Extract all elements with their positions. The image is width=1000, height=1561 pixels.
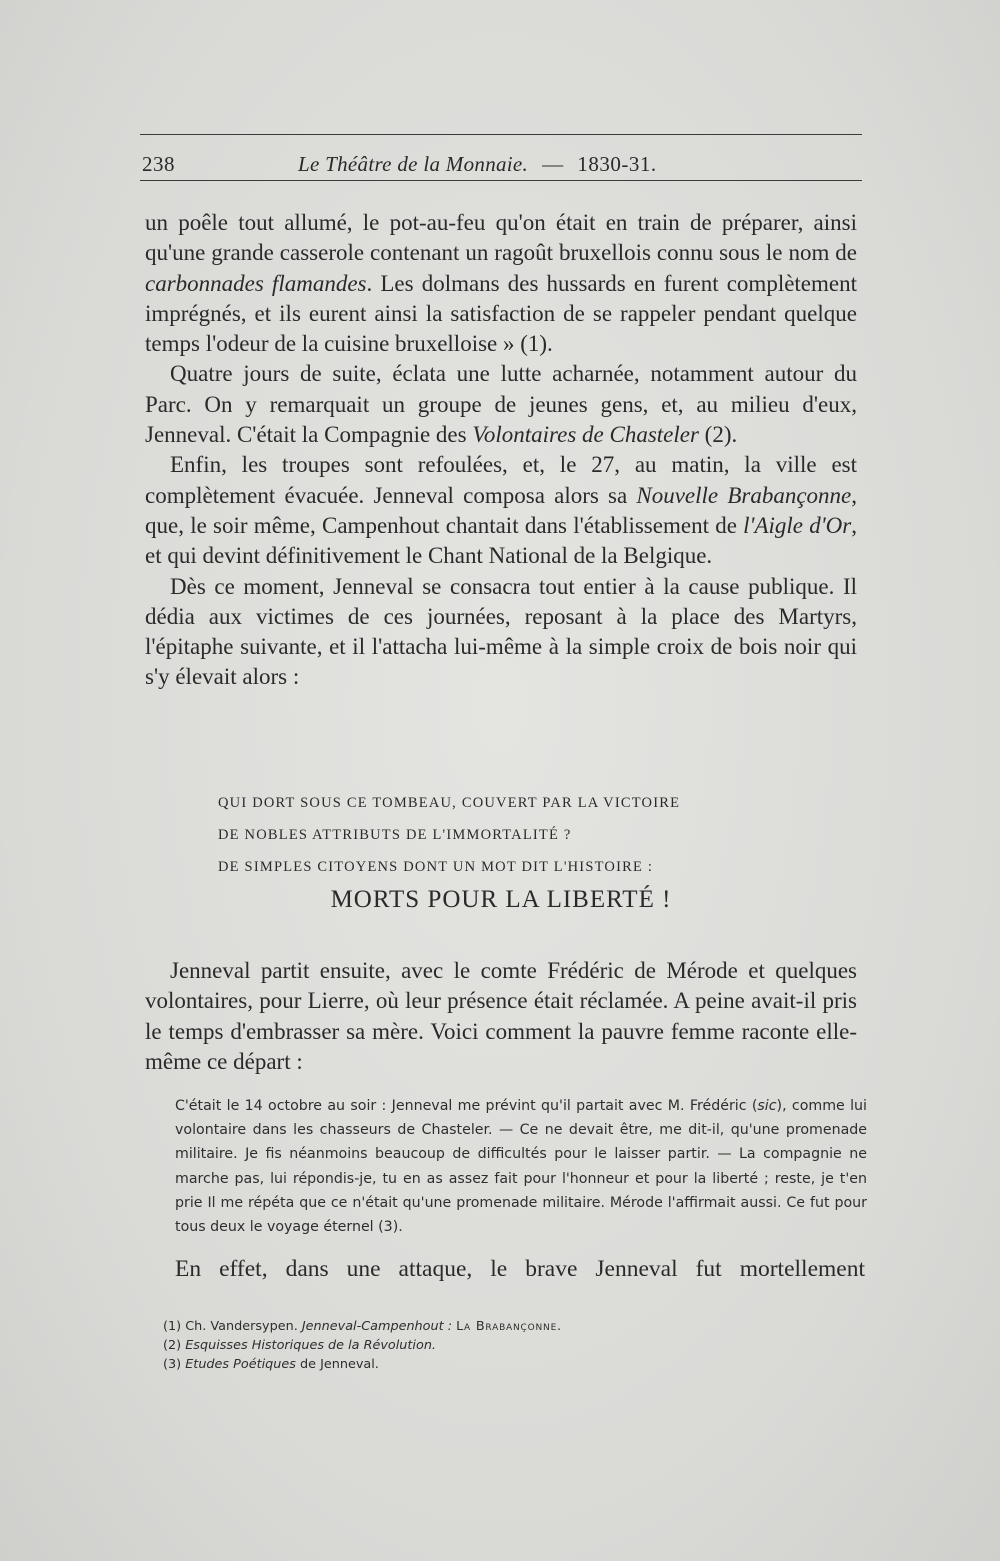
epitaph-verse — [218, 787, 838, 883]
header-dash: — — [542, 152, 564, 176]
running-title — [298, 152, 657, 177]
page-number: 238 — [142, 152, 175, 176]
footnote-1: (1) Ch. Vandersypen. Jenneval-Campenhout : La Brabançonne. — [163, 1319, 562, 1334]
header-years: 1830-31. — [577, 152, 657, 176]
paragraph-1: un poêle tout allumé, le pot-au-feu qu'on était en train de préparer, ainsi qu'une grande casserole contenant un ragoût bruxellois connu sous le nom de carbonnades flamandes. Les dolmans des hussards en furent complètement imprégnés, et ils eurent ainsi la satisfaction de se rappeler pendant quelque temps l'odeur de la cuisine bruxelloise » (1). — [145, 210, 858, 357]
paragraph-5: Jenneval partit ensuite, avec le comte Frédéric de Mérode et quelques volontaires, pour Lierre, où leur présence était réclamée. A peine avait-il pris le temps d'embrasser sa mère. Voici comment la pauvre femme raconte elle-même ce départ : — [145, 958, 857, 1074]
paragraph-4: Dès ce moment, Jenneval se consacra tout entier à la cause publique. Il dédia aux victimes de ces journées, reposant à la place des Martyrs, l'épitaphe suivante, et il l'attacha lui-même à la simple croix de bois noir qui s'y élevait alors : — [145, 573, 857, 690]
epitaph-line-2: DE NOBLES ATTRIBUTS DE L'IMMORTALITÉ ? — [218, 827, 572, 843]
header-rule-bottom — [140, 180, 862, 181]
footnote-2: (2) Esquisses Historiques de la Révolution. — [163, 1338, 436, 1353]
book-title: Le Théâtre de la Monnaie. — [298, 152, 529, 176]
header-rule-top — [140, 134, 862, 135]
paragraph-3: Enfin, les troupes sont refoulées, et, le 27, au matin, la ville est complètement évacuée. Jenneval composa alors sa Nouvelle Brabançonne, que, le soir même, Campenhout chantait dans l'établissement de l'Aigle d'Or, et qui devint définitivement le Chant National de la Belgique. — [145, 452, 857, 569]
footnotes — [163, 1317, 562, 1374]
epitaph-line-1: QUI DORT SOUS CE TOMBEAU, COUVERT PAR LA VICTOIRE — [218, 795, 681, 811]
footnote-3: (3) Etudes Poétiques de Jenneval. — [163, 1357, 379, 1372]
main-text-upper — [145, 208, 857, 693]
epitaph-line-4: MORTS POUR LA LIBERTÉ ! — [330, 886, 672, 913]
epitaph-line-3: DE SIMPLES CITOYENS DONT UN MOT DIT L'HISTOIRE : — [218, 859, 654, 875]
running-header — [140, 146, 862, 180]
main-text-middle — [145, 956, 857, 1077]
paragraph-6-start: En effet, dans une attaque, le brave Jenneval fut mortellement — [175, 1256, 865, 1282]
paragraph-2: Quatre jours de suite, éclata une lutte acharnée, notamment autour du Parc. On y remarquait un groupe de jeunes gens, et, au milieu d'eux, Jenneval. C'était la Compagnie des Volontaires de Chasteler (2). — [145, 361, 857, 448]
block-quote: C'était le 14 octobre au soir : Jenneval me prévint qu'il partait avec M. Frédéric (sic), comme lui volontaire dans les chasseurs de Chasteler. — Ce ne devait être, me dit-il, qu'une promenade militaire. Je fis néanmoins beaucoup de difficultés pour le laisser partir. — La compagnie ne marche pas, lui répondis-je, tu en as assez fait pour l'honneur et pour la liberté ; reste, je t'en prie Il me répéta que ce n'était qu'une promenade militaire. Mérode l'affirmait aussi. Ce fut pour tous deux le voyage éternel (3). — [175, 1098, 867, 1236]
